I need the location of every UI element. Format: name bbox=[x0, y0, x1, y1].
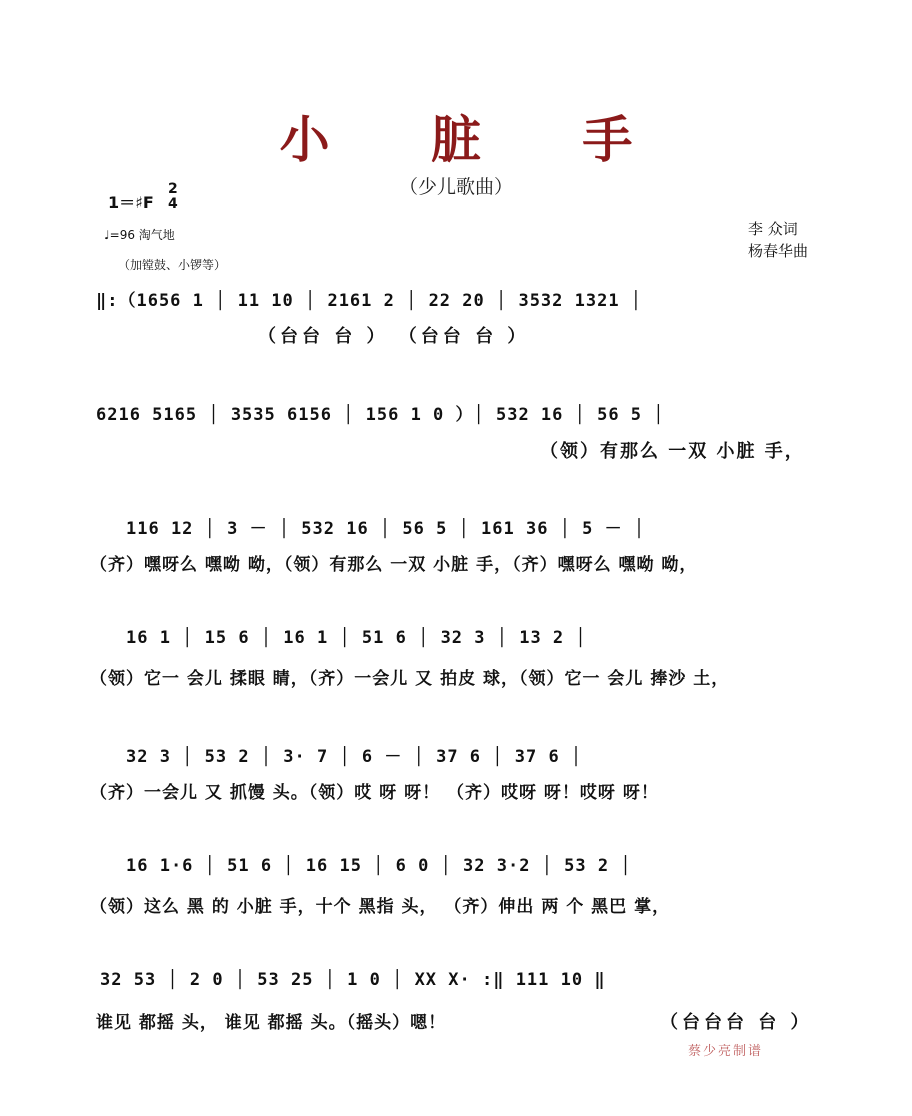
lyricist-credit: 李 众词 bbox=[748, 220, 798, 238]
score-line-2-lyrics: （领）有那么 一双 小脏 手， bbox=[540, 441, 805, 462]
song-subtitle: （少儿歌曲） bbox=[398, 176, 513, 198]
score-line-2-notes: 6216 5165 │ 3535 6156 │ 156 1 0 ）│ 532 16 │ 56 5 │ bbox=[96, 405, 665, 425]
composer-credit: 杨春华曲 bbox=[748, 242, 809, 260]
score-line-7-notes: 32 53 │ 2 0 │ 53 25 │ 1 0 │ XX X· :‖ 111 10 ‖ bbox=[100, 970, 606, 990]
transcriber-credit: 蔡少亮制谱 bbox=[688, 1044, 764, 1059]
time-signature-top: 2 bbox=[168, 181, 178, 197]
score-line-5-lyrics: （齐）一会儿 又 抓馒 头。（领）哎 呀 呀！ （齐）哎呀 呀！哎呀 呀！ bbox=[90, 783, 659, 803]
tempo-marking: ♩=96 淘气地 bbox=[104, 228, 175, 242]
score-line-4-notes: 16 1 │ 15 6 │ 16 1 │ 51 6 │ 32 3 │ 13 2 │ bbox=[126, 628, 587, 648]
score-line-6-lyrics: （领）这么 黑 的 小脏 手，十个 黑指 头， （齐）伸出 两 个 黑巴 掌， bbox=[90, 897, 671, 917]
score-line-7-percussion: （台台台 台 ） bbox=[660, 1012, 813, 1033]
score-line-5-notes: 32 3 │ 53 2 │ 3· 7 │ 6 － │ 37 6 │ 37 6 │ bbox=[126, 747, 583, 767]
score-line-1-notes: ‖:（1656 1 │ 11 10 │ 2161 2 │ 22 20 │ 3532 1321 │ bbox=[96, 291, 643, 311]
score-line-4-lyrics: （领）它一 会儿 揉眼 睛，（齐）一会儿 又 拍皮 球，（领）它一 会儿 捧沙 土， bbox=[90, 669, 730, 689]
instrumentation-note: （加镗鼓、小锣等） bbox=[118, 258, 227, 272]
time-signature bbox=[168, 182, 178, 212]
score-line-6-notes: 16 1·6 │ 51 6 │ 16 15 │ 6 0 │ 32 3·2 │ 53 2 │ bbox=[126, 856, 632, 876]
song-title: 小 脏 手 bbox=[279, 111, 675, 169]
key-signature: 1＝♯F bbox=[108, 193, 154, 212]
score-line-3-notes: 116 12 │ 3 － │ 532 16 │ 56 5 │ 161 36 │ 5 － │ bbox=[126, 519, 646, 539]
score-line-7-lyrics: 谁见 都摇 头， 谁见 都摇 头。（摇头）嗯！ bbox=[96, 1013, 447, 1033]
score-line-3-lyrics: （齐）嘿呀么 嘿呦 呦，（领）有那么 一双 小脏 手，（齐）嘿呀么 嘿呦 呦， bbox=[90, 555, 698, 575]
score-line-1-lyrics: （台台 台 ） （台台 台 ） bbox=[258, 326, 530, 347]
time-signature-bottom: 4 bbox=[168, 196, 178, 212]
